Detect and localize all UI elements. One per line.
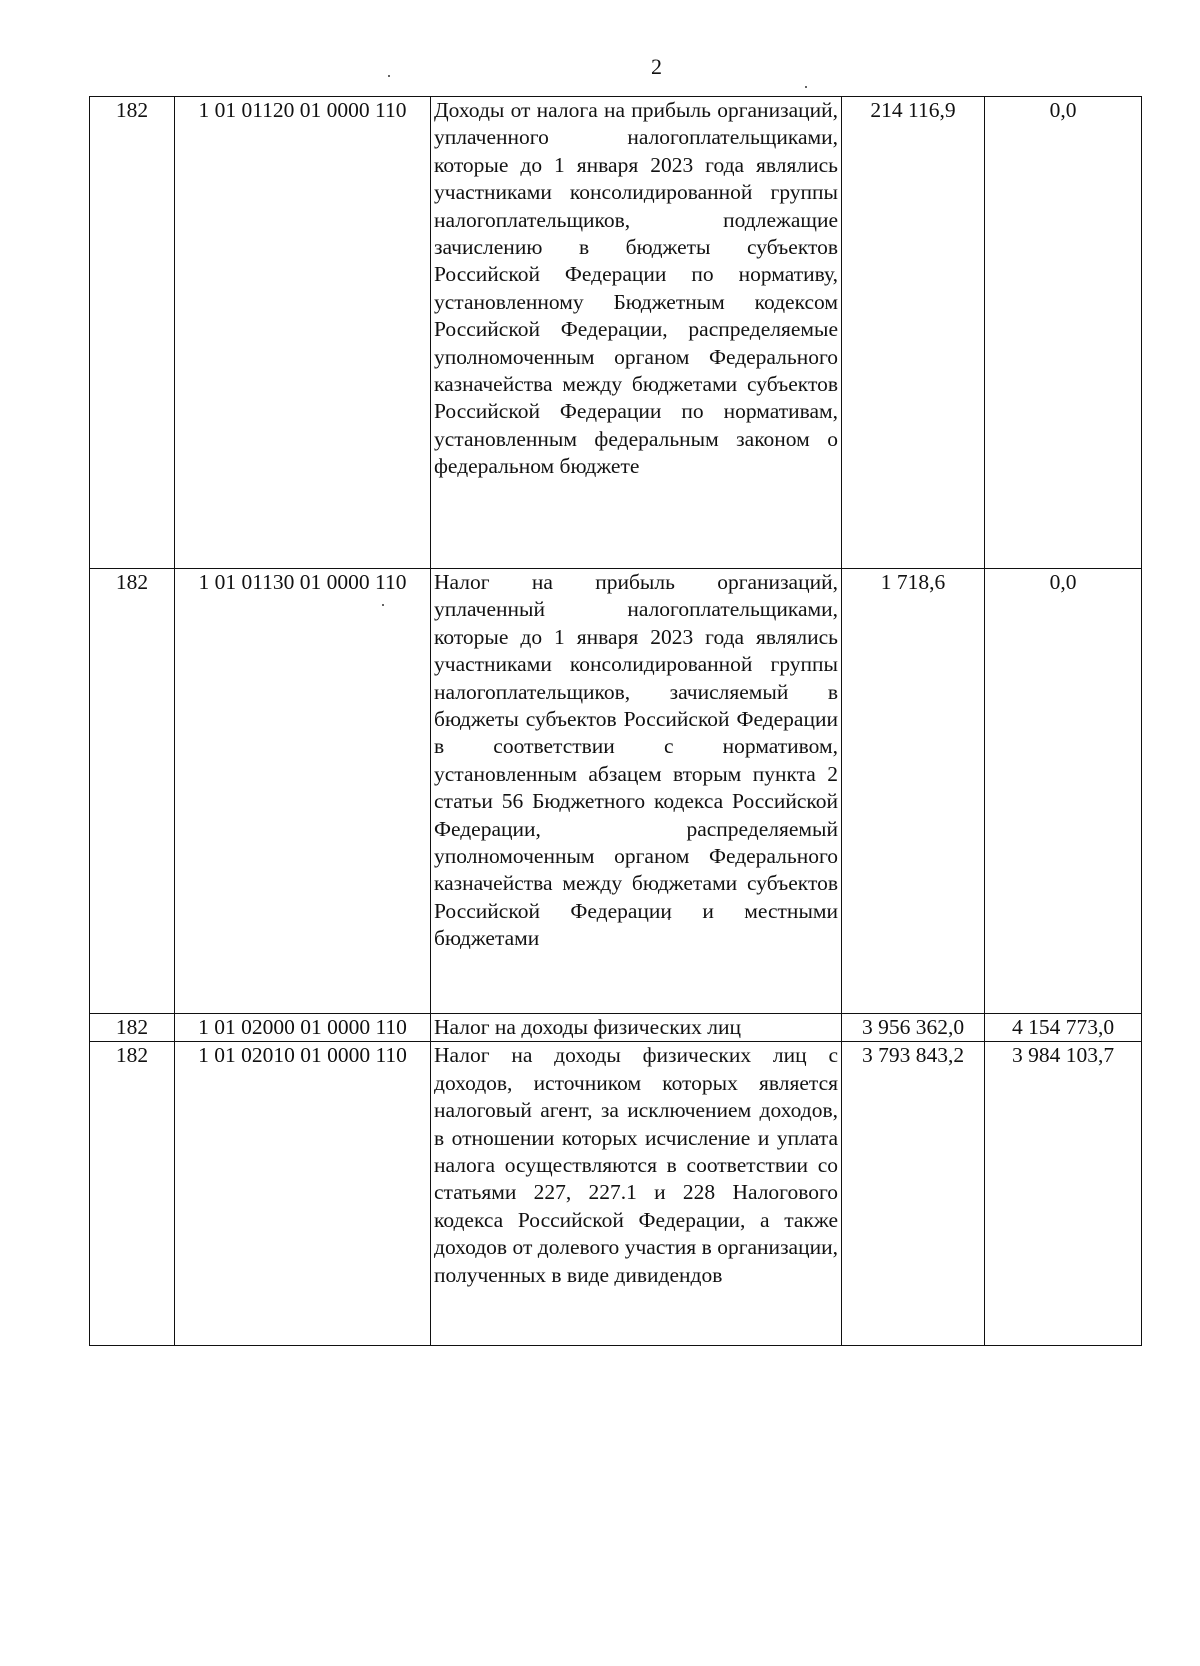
revenue-name-cell: Доходы от налога на прибыль организаций, уплаченного налогоплательщиками, которые до 1 января 2023 года являлись участниками консолидированной группы налогоплательщиков, подлежащие зачислению в бюджеты субъектов Российской Федерации по нормативу, установленному Бюджетным кодексом Российской Федерации, распределяемые уполномоченным органом Федерального казначейства между бюджетами субъектов Российской Федерации по нормативам, установленным федеральным законом о федеральном бюджете	[431, 97, 842, 569]
revenue-table	[89, 96, 1142, 1346]
scan-speck	[388, 75, 390, 77]
budget-classification-code-cell: 1 01 02010 01 0000 110	[175, 1042, 431, 1346]
page-number: 2	[651, 54, 662, 79]
table-row	[90, 1042, 1142, 1346]
amount-year-1-cell: 214 116,9	[842, 97, 985, 569]
amount-year-1-cell: 1 718,6	[842, 569, 985, 1014]
revenue-name-cell: Налог на доходы физических лиц с доходов, источником которых является налоговый агент, за исключением доходов, в отношении которых исчисление и уплата налога осуществляются в соответствии со статьями 227, 227.1 и 228 Налогового кодекса Российской Федерации, а также доходов от долевого участия в организации, полученных в виде дивидендов	[431, 1042, 842, 1346]
admin-code-cell: 182	[90, 1014, 175, 1042]
budget-classification-code-cell: 1 01 01130 01 0000 110	[175, 569, 431, 1014]
amount-year-2-cell: 3 984 103,7	[985, 1042, 1142, 1346]
scan-speck	[805, 86, 807, 88]
amount-year-2-cell: 4 154 773,0	[985, 1014, 1142, 1042]
table-row	[90, 97, 1142, 569]
revenue-name-cell: Налог на прибыль организаций, уплаченный налогоплательщиками, которые до 1 января 2023 года являлись участниками консолидированной группы налогоплательщиков, зачисляемый в бюджеты субъектов Российской Федерации в соответствии с нормативом, установленным абзацем вторым пункта 2 статьи 56 Бюджетного кодекса Российской Федерации, распределяемый уполномоченным органом Федерального казначейства между бюджетами субъектов Российской Федерации и местными бюджетами	[431, 569, 842, 1014]
amount-year-2-cell: 0,0	[985, 569, 1142, 1014]
admin-code-cell: 182	[90, 569, 175, 1014]
revenue-name-cell: Налог на доходы физических лиц	[431, 1014, 842, 1042]
amount-year-2-cell: 0,0	[985, 97, 1142, 569]
table-row	[90, 1014, 1142, 1042]
table-row	[90, 569, 1142, 1014]
admin-code-cell: 182	[90, 1042, 175, 1346]
amount-year-1-cell: 3 793 843,2	[842, 1042, 985, 1346]
budget-classification-code-cell: 1 01 01120 01 0000 110	[175, 97, 431, 569]
amount-year-1-cell: 3 956 362,0	[842, 1014, 985, 1042]
budget-classification-code-cell: 1 01 02000 01 0000 110	[175, 1014, 431, 1042]
admin-code-cell: 182	[90, 97, 175, 569]
